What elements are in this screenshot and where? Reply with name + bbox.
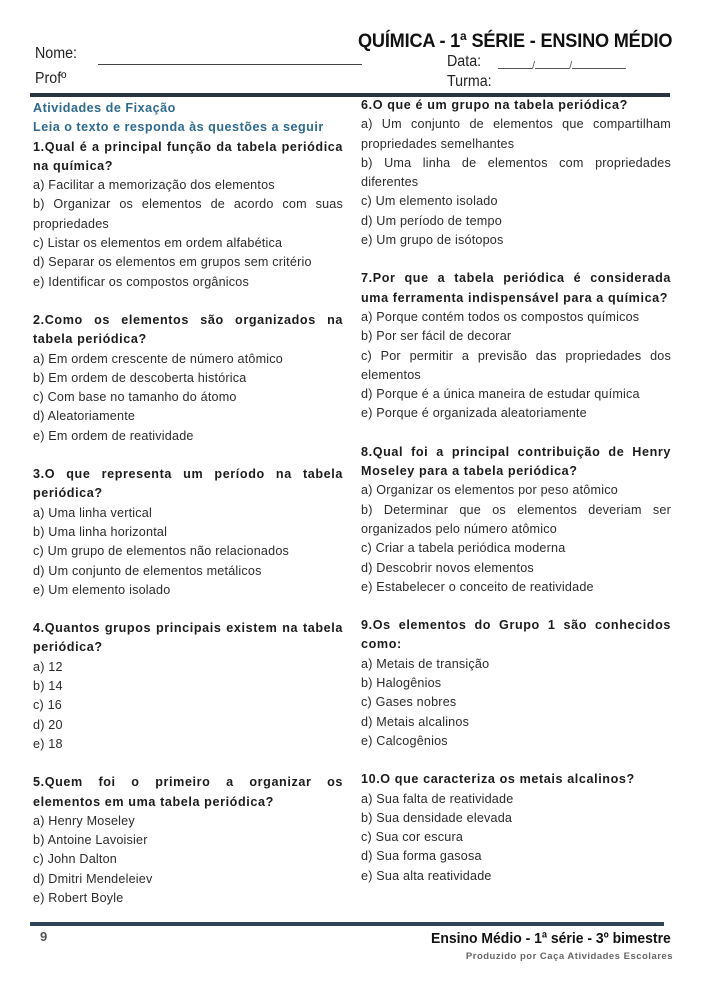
question-text: 2.Como os elementos são organizados na tabela periódica? [33, 312, 343, 347]
answer-option[interactable]: d) 20 [33, 717, 63, 732]
date-month-blank[interactable] [535, 58, 569, 69]
date-separator: / [569, 60, 573, 72]
answer-option[interactable]: e) Um grupo de isótopos [361, 233, 504, 248]
date-day-blank[interactable] [498, 58, 532, 69]
answer-option[interactable]: b) Halogênios [361, 676, 442, 691]
date-input[interactable] [498, 58, 626, 72]
question-block [33, 465, 343, 600]
answer-option[interactable]: b) Sua densidade elevada [361, 810, 513, 825]
answer-option[interactable]: e) Identificar os compostos orgânicos [33, 274, 249, 289]
answer-option[interactable]: d) Um conjunto de elementos metálicos [33, 563, 262, 578]
answer-option[interactable]: a) Porque contém todos os compostos químicos [361, 309, 640, 324]
answer-option[interactable]: d) Porque é a única maneira de estudar química [361, 387, 640, 402]
worksheet-title: QUÍMICA - 1ª SÉRIE - ENSINO MÉDIO [358, 30, 673, 52]
question-text: 10.O que caracteriza os metais alcalinos? [361, 772, 635, 787]
answer-option[interactable]: e) Estabelecer o conceito de reatividade [361, 579, 594, 594]
answer-option[interactable]: c) 16 [33, 698, 62, 713]
answer-option[interactable]: a) Facilitar a memorização dos elementos [33, 178, 275, 193]
section-title: Atividades de Fixação [33, 101, 176, 115]
question-text: 7.Por que a tabela periódica é considerada uma ferramenta indispensável para a química? [361, 271, 671, 305]
date-separator: / [532, 60, 536, 72]
question-block [361, 443, 671, 597]
answer-option[interactable]: b) Em ordem de descoberta histórica [33, 370, 247, 385]
answer-option[interactable]: e) Sua alta reatividade [361, 868, 492, 883]
answer-option[interactable]: c) Com base no tamanho do átomo [33, 390, 237, 405]
question-block [33, 619, 343, 754]
answer-option[interactable]: b) Por ser fácil de decorar [361, 329, 512, 344]
prof-label: Profº [35, 70, 67, 87]
answer-option[interactable]: e) 18 [33, 736, 63, 751]
answer-option[interactable]: b) Uma linha de elementos com propriedades diferentes [361, 155, 671, 190]
answer-option[interactable]: c) Por permitir a previsão das propriedades dos elementos [361, 348, 671, 382]
question-block [33, 311, 343, 446]
answer-option[interactable]: c) Gases nobres [361, 695, 457, 710]
question-text: 5.Quem foi o primeiro a organizar os elementos em uma tabela periódica? [33, 775, 343, 809]
answer-option[interactable]: a) Em ordem crescente de número atômico [33, 351, 283, 366]
question-text: 4.Quantos grupos principais existem na tabela periódica? [33, 621, 343, 655]
answer-option[interactable]: c) Um grupo de elementos não relacionados [33, 544, 290, 559]
answer-option[interactable]: a) Organizar os elementos por peso atômico [361, 483, 618, 498]
instruction-text: Leia o texto e responda às questões a seguir [33, 120, 324, 135]
nome-input-line[interactable] [98, 64, 362, 65]
answer-option[interactable]: c) Listar os elementos em ordem alfabética [33, 236, 283, 251]
question-text: 6.O que é um grupo na tabela periódica? [361, 98, 628, 112]
answer-option[interactable]: c) Criar a tabela periódica moderna [361, 541, 566, 556]
answer-option[interactable]: b) Uma linha horizontal [33, 524, 168, 539]
answer-option[interactable]: c) Um elemento isolado [361, 194, 498, 209]
question-text: 3.O que representa um período na tabela periódica? [33, 467, 343, 501]
turma-label: Turma: [447, 73, 492, 90]
answer-option[interactable]: b) 14 [33, 679, 63, 694]
answer-option[interactable]: e) Calcogênios [361, 733, 448, 748]
answer-option[interactable]: e) Um elemento isolado [33, 582, 171, 597]
question-text: 8.Qual foi a principal contribuição de Henry Moseley para a tabela periódica? [361, 444, 671, 479]
question-block [361, 770, 671, 886]
question-block [361, 616, 671, 751]
answer-option[interactable]: b) Determinar que os elementos deveriam ser organizados pelo número atômico [361, 502, 671, 536]
answer-option[interactable]: e) Porque é organizada aleatoriamente [361, 406, 587, 421]
answer-option[interactable]: d) Sua forma gasosa [361, 849, 482, 864]
answer-option[interactable]: d) Descobrir novos elementos [361, 560, 534, 575]
answer-option[interactable]: d) Um período de tempo [361, 213, 502, 228]
answer-option[interactable]: b) Organizar os elementos de acordo com suas propriedades [33, 197, 343, 231]
answer-option[interactable]: e) Robert Boyle [33, 890, 124, 905]
question-block [361, 269, 671, 423]
question-text: 9.Os elementos do Grupo 1 são conhecidos como: [361, 618, 671, 652]
answer-option[interactable]: c) Sua cor escura [361, 830, 464, 845]
answer-option[interactable]: a) Henry Moseley [33, 813, 135, 828]
answer-option[interactable]: a) Metais de transição [361, 656, 490, 671]
footer-credit: Produzido por Caça Atividades Escolares [465, 951, 673, 962]
data-label: Data: [447, 53, 482, 70]
answer-option[interactable]: d) Dmitri Mendeleiev [33, 871, 153, 886]
answer-option[interactable]: c) John Dalton [33, 852, 118, 867]
answer-option[interactable]: a) 12 [33, 659, 63, 674]
right-column [361, 96, 671, 886]
question-block [33, 138, 343, 292]
left-column [33, 99, 343, 908]
question-block [33, 773, 343, 908]
nome-label: Nome: [35, 45, 78, 62]
answer-option[interactable]: d) Aleatoriamente [33, 409, 136, 424]
footer-divider [30, 922, 664, 926]
answer-option[interactable]: d) Metais alcalinos [361, 714, 470, 729]
question-block [361, 96, 671, 250]
question-text: 1.Qual é a principal função da tabela periódica na química? [33, 139, 343, 173]
footer-course: Ensino Médio - 1ª série - 3º bimestre [431, 930, 671, 947]
answer-option[interactable]: a) Um conjunto de elementos que compartilham propriedades semelhantes [361, 117, 671, 151]
page-number: 9 [40, 929, 48, 944]
answer-option[interactable]: b) Antoine Lavoisier [33, 833, 148, 848]
answer-option[interactable]: e) Em ordem de reatividade [33, 428, 194, 443]
date-year-blank[interactable] [572, 58, 626, 69]
answer-option[interactable]: d) Separar os elementos em grupos sem critério [33, 255, 312, 270]
answer-option[interactable]: a) Uma linha vertical [33, 505, 152, 520]
answer-option[interactable]: a) Sua falta de reatividade [361, 791, 514, 806]
